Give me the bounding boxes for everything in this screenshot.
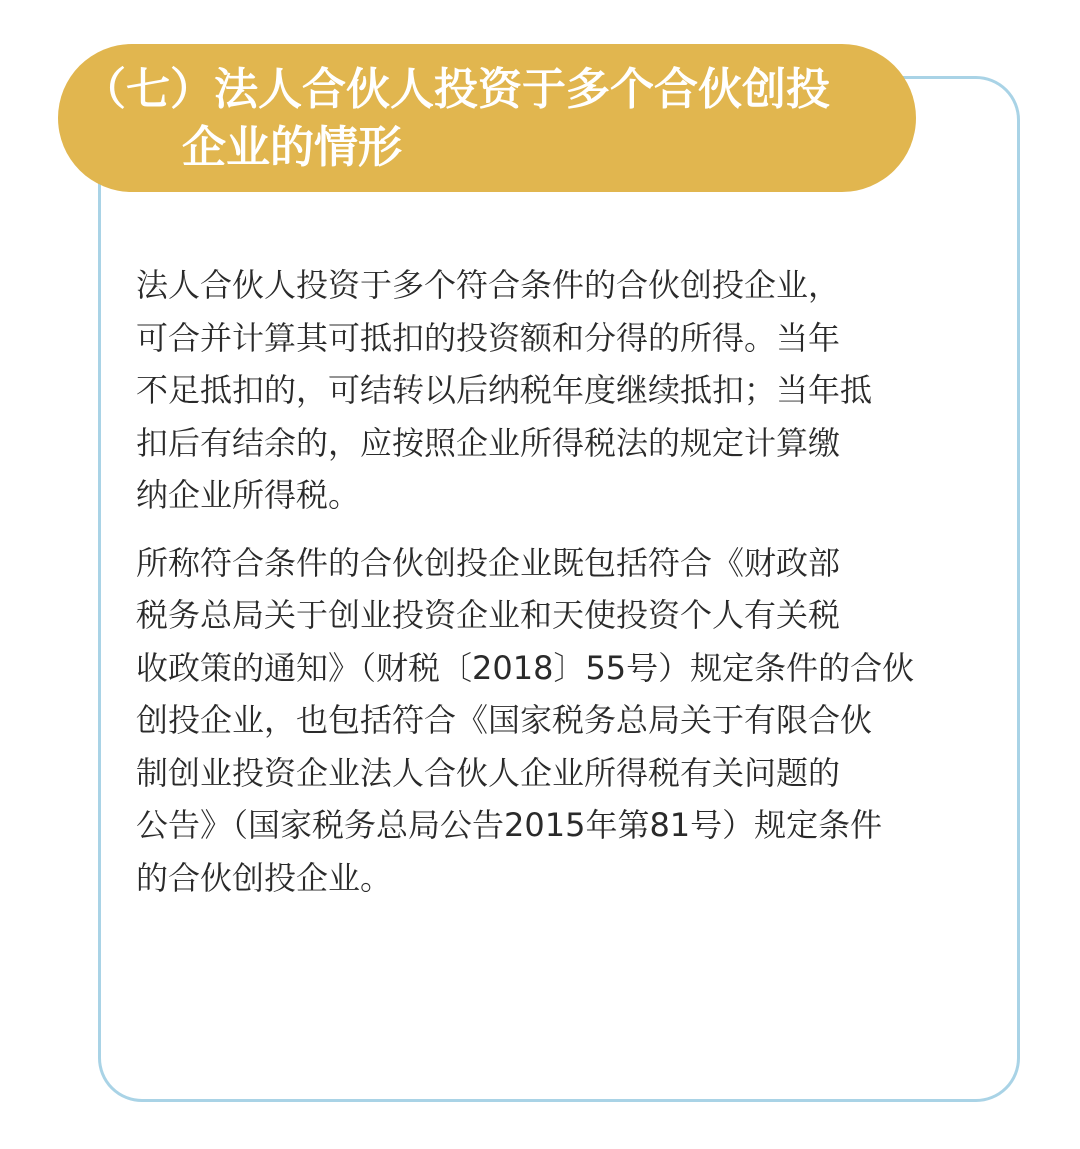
paragraph-1 xyxy=(136,259,966,522)
body-text xyxy=(136,259,966,904)
section-title-line-1: （七）法人合伙人投资于多个合伙创投 xyxy=(82,64,830,115)
paragraph-line: 扣后有结余的，应按照企业所得税法的规定计算缴 xyxy=(136,423,841,462)
paragraph-line: 不足抵扣的，可结转以后纳税年度继续抵扣；当年抵 xyxy=(136,371,873,409)
paragraph-line: 税务总局关于创业投资企业和天使投资个人有关税 xyxy=(136,596,841,634)
paragraph-2 xyxy=(136,537,966,905)
section-title-line-2: 企业的情形 xyxy=(182,122,402,173)
paragraph-line: 法人合伙人投资于多个符合条件的合伙创投企业， xyxy=(136,266,841,304)
paragraph-line: 公告》（国家税务总局公告2015年第81号）规定条件 xyxy=(136,806,883,844)
paragraph-line: 制创业投资企业法人合伙人企业所得税有关问题的 xyxy=(136,753,841,792)
paragraph-line: 所称符合条件的合伙创投企业既包括符合《财政部 xyxy=(136,543,841,582)
paragraph-line: 创投企业，也包括符合《国家税务总局关于有限合伙 xyxy=(136,701,873,739)
paragraph-line: 的合伙创投企业。 xyxy=(136,858,393,897)
paragraph-line: 可合并计算其可抵扣的投资额和分得的所得。当年 xyxy=(136,318,841,357)
paragraph-line: 纳企业所得税。 xyxy=(136,476,361,514)
paragraph-line: 收政策的通知》（财税〔2018〕55号）规定条件的合伙 xyxy=(136,648,915,687)
section-title-banner xyxy=(58,44,916,192)
